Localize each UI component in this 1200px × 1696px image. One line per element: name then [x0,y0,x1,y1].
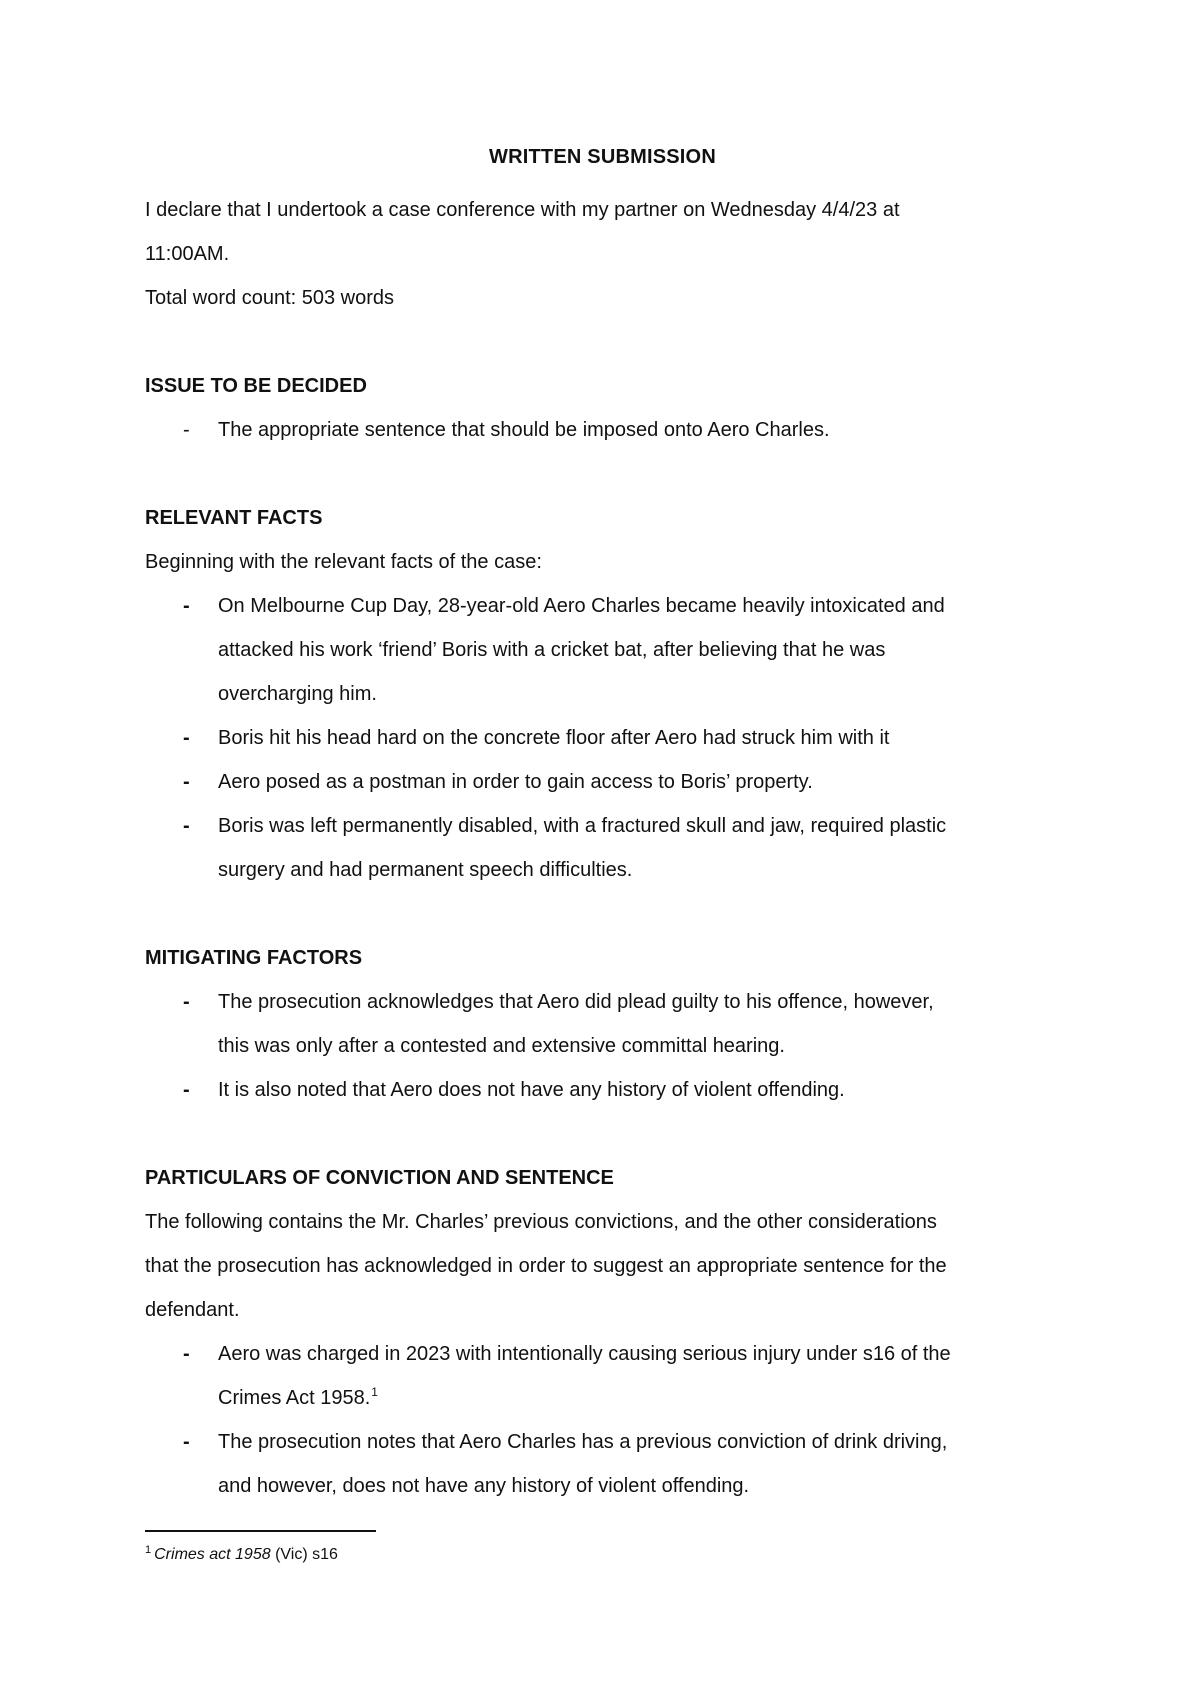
footnote [145,1540,338,1565]
list-item-line: and however, does not have any history of violent offending. [218,1475,750,1497]
dash-marker: - [183,419,190,441]
mitigating-heading: MITIGATING FACTORS [145,947,363,969]
declaration-line-2: 11:00AM. [145,243,230,265]
issue-heading: ISSUE TO BE DECIDED [145,375,367,397]
particulars-intro-line-2: that the prosecution has acknowledged in order to suggest an appropriate sentence for the [145,1255,947,1277]
dash-marker: - [183,1343,190,1365]
list-item-line: attacked his work ‘friend’ Boris with a cricket bat, after believing that he was [218,639,886,661]
particulars-list [145,1332,1060,1508]
facts-list [145,584,1060,892]
list-item-line: Boris was left permanently disabled, with a fractured skull and jaw, required plastic [218,815,947,837]
list-item-line: The prosecution acknowledges that Aero did plead guilty to his offence, however, [218,991,934,1013]
facts-heading: RELEVANT FACTS [145,507,323,529]
list-item-text: The appropriate sentence that should be imposed onto Aero Charles. [218,419,830,441]
list-item [145,716,1060,760]
list-item-line: The prosecution notes that Aero Charles has a previous conviction of drink driving, [218,1431,948,1453]
list-item [145,408,1060,452]
dash-marker: - [183,815,190,837]
list-item [145,980,1060,1068]
list-item [145,804,1060,892]
document-title: WRITTEN SUBMISSION [489,146,716,168]
dash-marker: - [183,727,190,749]
footnote-number: 1 [145,1544,152,1556]
footnote-text: (Vic) s16 [270,1546,338,1563]
list-item [145,1420,1060,1508]
list-item [145,584,1060,716]
issue-list [145,408,1060,452]
particulars-intro-line-3: defendant. [145,1299,240,1321]
footnote-italic-text: Crimes act 1958 [154,1546,271,1563]
particulars-heading: PARTICULARS OF CONVICTION AND SENTENCE [145,1167,614,1189]
list-item-line: surgery and had permanent speech difficulties. [218,859,633,881]
list-item [145,760,1060,804]
dash-marker: - [183,595,190,617]
dash-marker: - [183,1079,190,1101]
list-item-text: Aero posed as a postman in order to gain access to Boris’ property. [218,771,813,793]
mitigating-list [145,980,1060,1112]
list-item [145,1068,1060,1112]
dash-marker: - [183,771,190,793]
list-item-text: Boris hit his head hard on the concrete floor after Aero had struck him with it [218,727,890,749]
list-item-line: On Melbourne Cup Day, 28-year-old Aero Charles became heavily intoxicated and [218,595,945,617]
declaration-line-1: I declare that I undertook a case conference with my partner on Wednesday 4/4/23 at [145,199,900,221]
dash-marker: - [183,1431,190,1453]
dash-marker: - [183,991,190,1013]
list-item-line: Aero was charged in 2023 with intentionally causing serious injury under s16 of the [218,1343,951,1365]
footnote-reference[interactable]: 1 [371,1385,378,1399]
list-item-text: It is also noted that Aero does not have any history of violent offending. [218,1079,845,1101]
word-count: Total word count: 503 words [145,287,395,309]
list-item-line: overcharging him. [218,683,377,705]
footnote-separator [145,1530,376,1532]
document-body [145,146,1060,1508]
list-item-line: this was only after a contested and extensive committal hearing. [218,1035,785,1057]
facts-intro: Beginning with the relevant facts of the case: [145,551,542,573]
list-item [145,1332,1060,1420]
list-item-line: Crimes Act 1958. [218,1387,371,1409]
particulars-intro-line-1: The following contains the Mr. Charles’ previous convictions, and the other considerations [145,1211,937,1233]
